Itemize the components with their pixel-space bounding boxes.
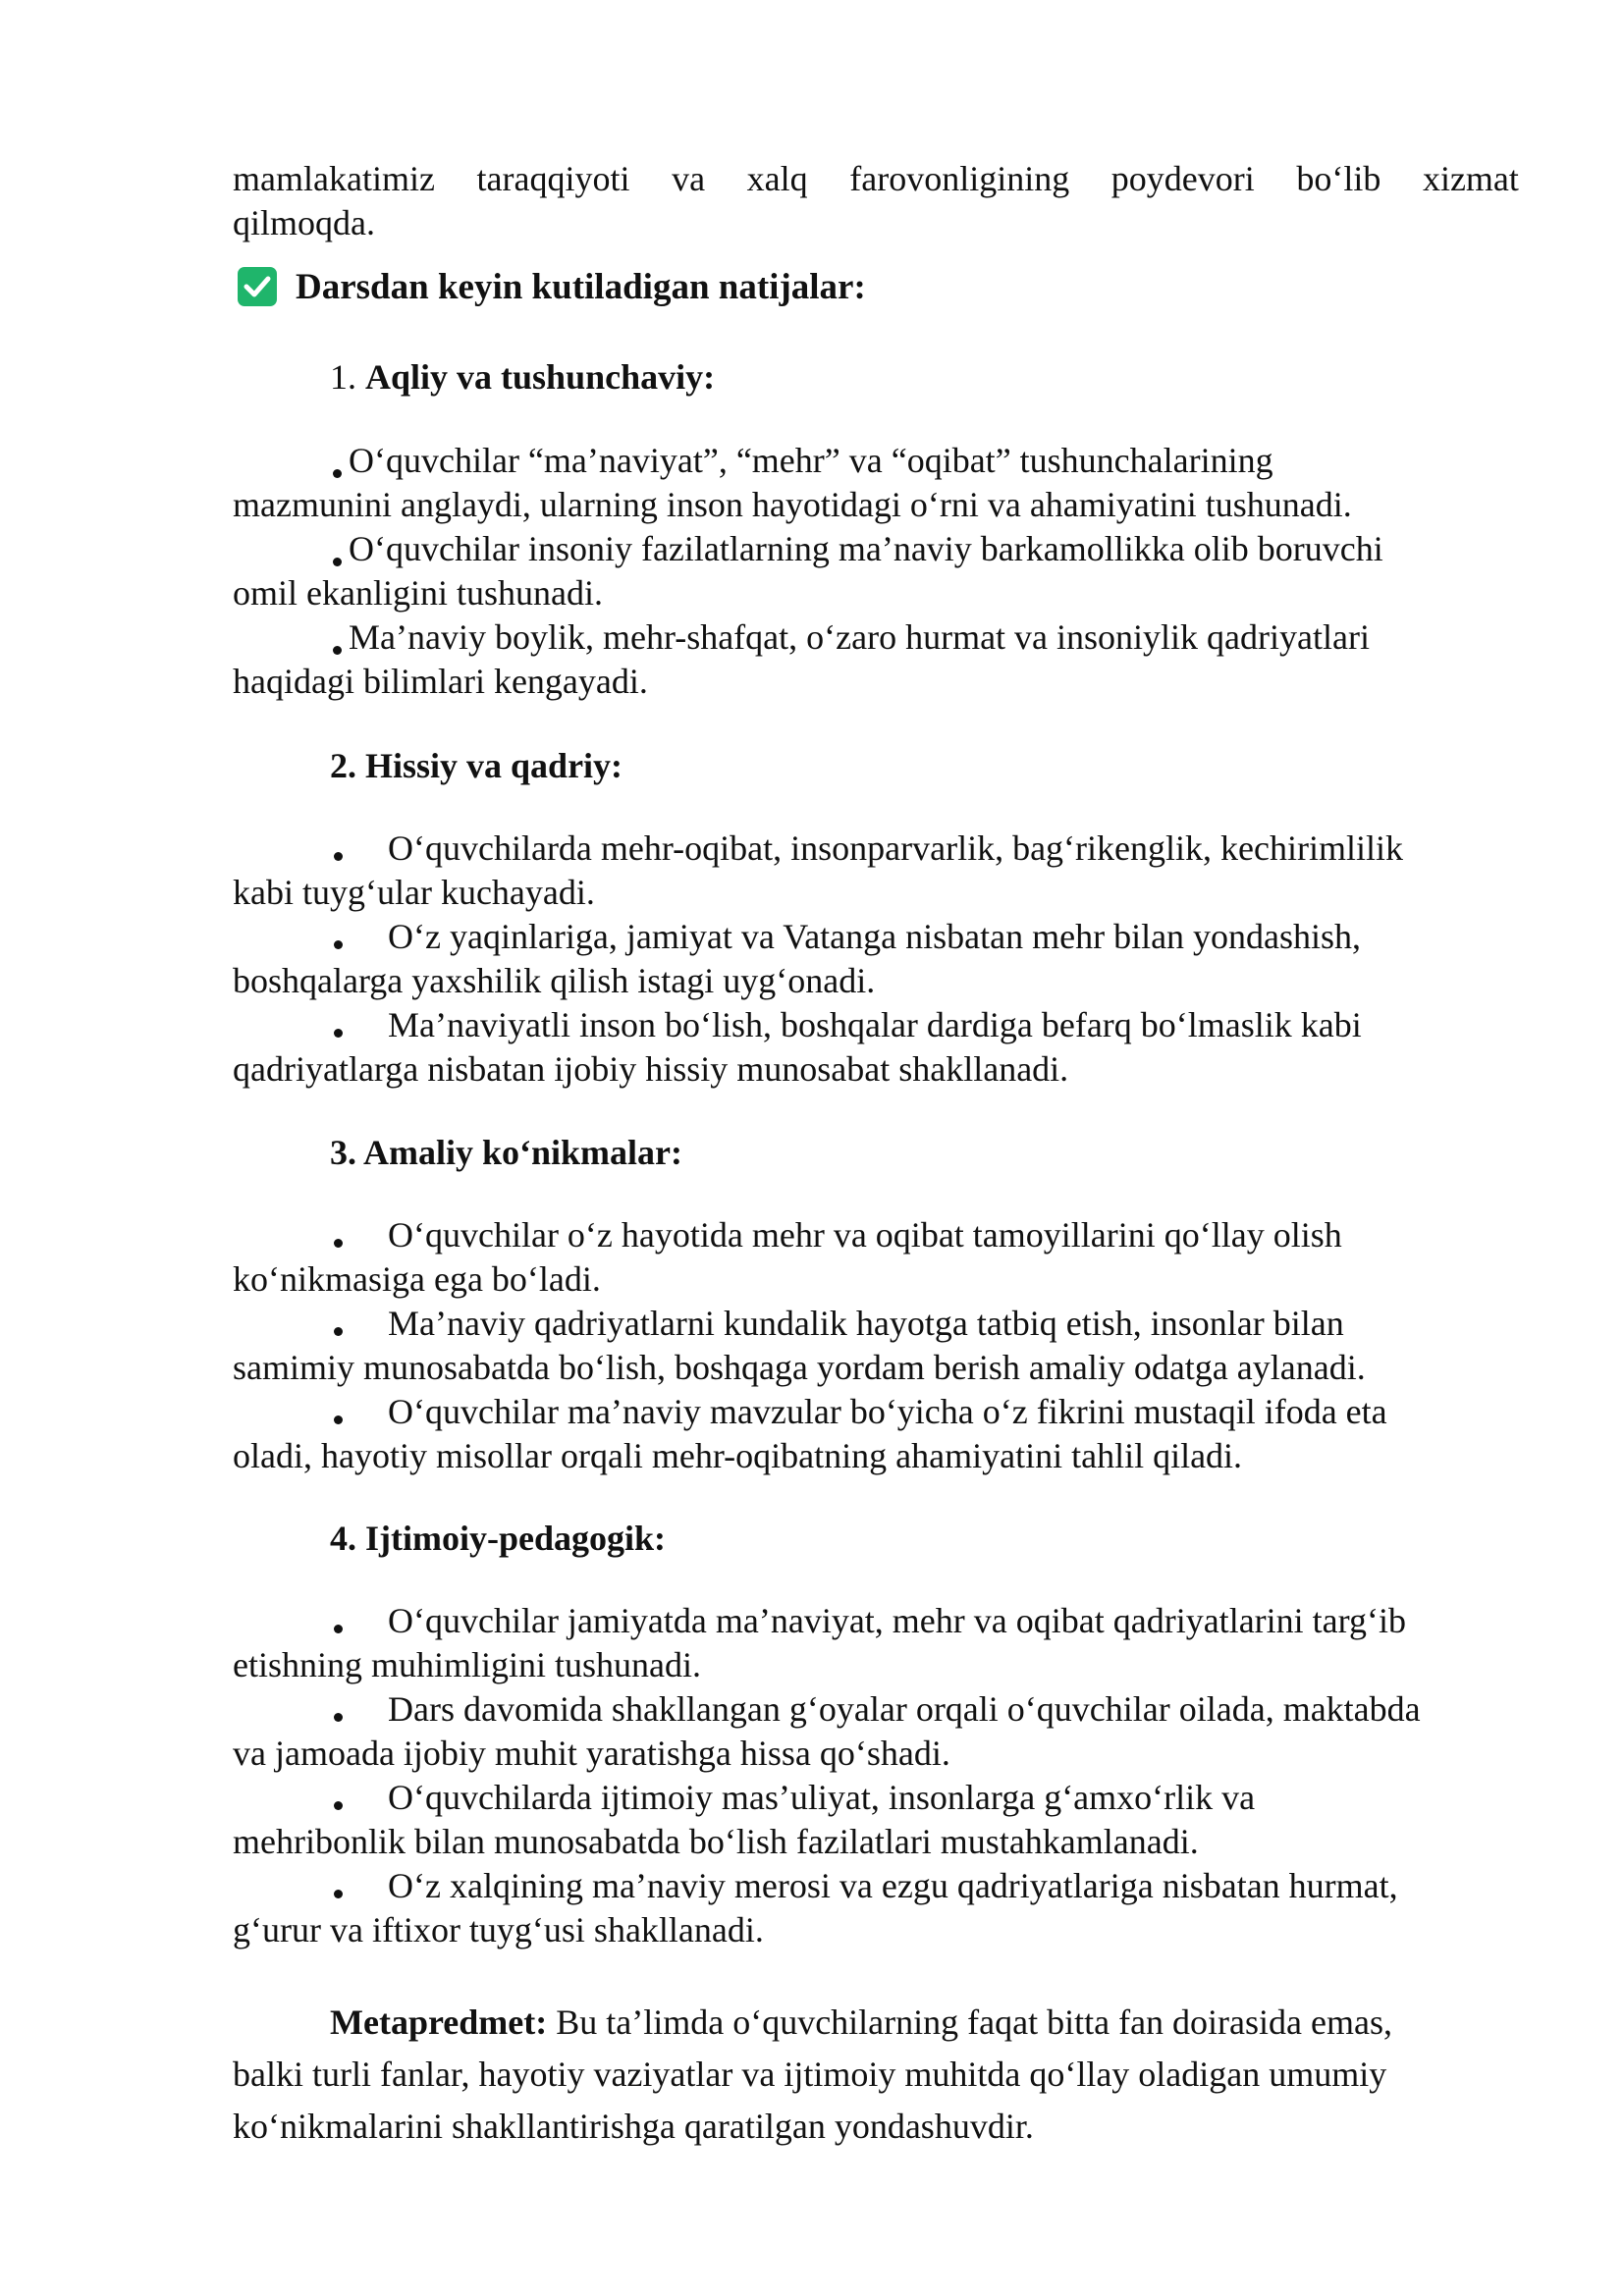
section-1-item-2-rest: omil ekanligini tushunadi. <box>233 573 603 613</box>
intro-word: farovonligining <box>849 159 1070 198</box>
section-3-item-1-rest: ko‘nikmasiga ega bo‘ladi. <box>233 1259 601 1299</box>
section-1-item-2-first: O‘quvchilar insoniy fazilatlarning ma’naviy barkamollikka olib boruvchi <box>349 529 1383 568</box>
section-2-item-2-rest: boshqalarga yaxshilik qilish istagi uyg‘onadi. <box>233 961 876 1000</box>
section-4-title: 4. Ijtimoiy-pedagogik: <box>330 1519 666 1558</box>
section-1-item-3-rest: haqidagi bilimlari kengayadi. <box>233 662 648 701</box>
bullet-icon <box>333 558 342 566</box>
bullet-icon <box>334 852 343 861</box>
bullet-icon <box>334 1801 343 1810</box>
metapredmet-line-1-text <box>330 1997 1392 2049</box>
bullet-icon <box>333 646 342 655</box>
section-2-title: 2. Hissiy va qadriy: <box>330 746 623 785</box>
section-4-item-3-first: O‘quvchilarda ijtimoiy mas’uliyat, insonlarga g‘amxo‘rlik va <box>388 1778 1256 1817</box>
bullet-icon <box>334 1327 343 1336</box>
bullet-icon <box>334 1029 343 1038</box>
section-1-label: Aqliy va tushunchaviy: <box>365 357 716 397</box>
section-4-item-2-rest: va jamoada ijobiy muhit yaratishga hissa qo‘shadi. <box>233 1734 950 1773</box>
section-3-item-2-rest: samimiy munosabatda bo‘lish, boshqaga yordam berish amaliy odatga aylanadi. <box>233 1348 1366 1387</box>
intro-word: taraqqiyoti <box>476 159 630 198</box>
section-2-item-1-rest: kabi tuyg‘ular kuchayadi. <box>233 873 595 912</box>
metapredmet-line-3: ko‘nikmalarini shakllantirishga qaratilgan yondashuvdir. <box>233 2107 1034 2146</box>
section-4-item-4-rest: g‘urur va iftixor tuyg‘usi shakllanadi. <box>233 1910 764 1949</box>
bullet-icon <box>334 1415 343 1424</box>
bullet-icon <box>334 940 343 949</box>
check-icon <box>238 267 277 306</box>
bullet-icon <box>334 1239 343 1248</box>
section-1-item-3-first: Ma’naviy boylik, mehr-shafqat, o‘zaro hurmat va insoniylik qadriyatlari <box>349 617 1370 657</box>
section-1-item-1-rest: mazmunini anglaydi, ularning inson hayotidagi o‘rni va ahamiyatini tushunadi. <box>233 485 1352 524</box>
outcomes-heading: Darsdan keyin kutiladigan natijalar: <box>296 267 866 307</box>
section-1-title <box>330 355 715 400</box>
bullet-icon <box>334 1890 343 1898</box>
bullet-icon <box>333 469 342 478</box>
metapredmet-label: Metapredmet: <box>330 2002 548 2042</box>
section-2-item-3-rest: qadriyatlarga nisbatan ijobiy hissiy munosabat shakllanadi. <box>233 1049 1069 1089</box>
section-1-number: 1. <box>330 357 356 397</box>
section-3-item-1-first: O‘quvchilar o‘z hayotida mehr va oqibat tamoyillarini qo‘llay olish <box>388 1215 1342 1255</box>
intro-line-1 <box>233 157 1519 201</box>
intro-line-2: qilmoqda. <box>233 203 375 242</box>
section-3-title: 3. Amaliy ko‘nikmalar: <box>330 1133 683 1172</box>
section-4-item-4-first: O‘z xalqining ma’naviy merosi va ezgu qadriyatlariga nisbatan hurmat, <box>388 1866 1398 1905</box>
section-2-item-2-first: O‘z yaqinlariga, jamiyat va Vatanga nisbatan mehr bilan yondashish, <box>388 917 1362 956</box>
intro-word: va <box>672 159 706 198</box>
metapredmet-line-1 <box>233 1997 1519 2049</box>
metapredmet-paragraph <box>233 1997 1519 2153</box>
metapredmet-line-1-content: Bu ta’limda o‘quvchilarning faqat bitta fan doirasida emas, <box>556 2002 1392 2042</box>
bullet-icon <box>334 1713 343 1722</box>
section-4-item-1-first: O‘quvchilar jamiyatda ma’naviyat, mehr va oqibat qadriyatlarini targ‘ib <box>388 1601 1406 1640</box>
section-3-item-2-first: Ma’naviy qadriyatlarni kundalik hayotga tatbiq etish, insonlar bilan <box>388 1304 1344 1343</box>
section-1-item-1-first: O‘quvchilar “ma’naviyat”, “mehr” va “oqibat” tushunchalarining <box>349 441 1273 480</box>
intro-word: poydevori <box>1110 159 1255 198</box>
section-2-item-1-first: O‘quvchilarda mehr-oqibat, insonparvarlik, bag‘rikenglik, kechirimlilik <box>388 828 1403 868</box>
section-4-item-3-rest: mehribonlik bilan munosabatda bo‘lish fazilatlari mustahkamlanadi. <box>233 1822 1199 1861</box>
section-2-item-3-first: Ma’naviyatli inson bo‘lish, boshqalar dardiga befarq bo‘lmaslik kabi <box>388 1005 1362 1044</box>
intro-word: xizmat <box>1422 159 1519 198</box>
section-4-item-1-rest: etishning muhimligini tushunadi. <box>233 1645 701 1684</box>
intro-word: bo‘lib <box>1296 159 1381 198</box>
intro-word: mamlakatimiz <box>233 159 435 198</box>
bullet-icon <box>334 1625 343 1633</box>
metapredmet-line-2: balki turli fanlar, hayotiy vaziyatlar va ijtimoiy muhitda qo‘llay oladigan umumiy <box>233 2055 1387 2094</box>
intro-word: xalq <box>746 159 808 198</box>
section-3-item-3-first: O‘quvchilar ma’naviy mavzular bo‘yicha o‘z fikrini mustaqil ifoda eta <box>388 1392 1387 1431</box>
section-4-item-2-first: Dars davomida shakllangan g‘oyalar orqali o‘quvchilar oilada, maktabda <box>388 1689 1421 1729</box>
section-3-item-3-rest: oladi, hayotiy misollar orqali mehr-oqibatning ahamiyatini tahlil qiladi. <box>233 1436 1243 1475</box>
